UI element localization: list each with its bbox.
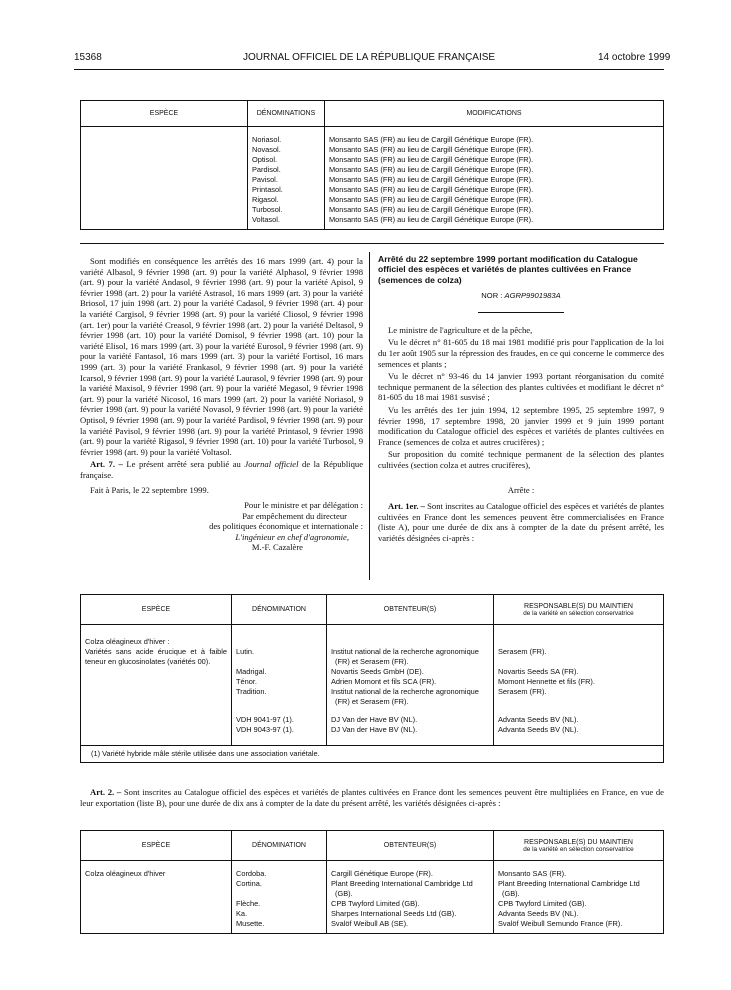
article-1-label: Art. 1er. – bbox=[388, 501, 425, 512]
arrete-heading: Arrête : bbox=[507, 484, 535, 495]
maintainer: Svalöf Weibull Semundo France (FR). bbox=[494, 919, 664, 929]
list-a-header-espece: ESPÈCE bbox=[81, 595, 232, 625]
paragraph-decret-81: Vu le décret n° 81-605 du 18 mai 1981 modifié pris pour l'application de la loi du 1er août 1905 sur la répression des fraudes, en ce qui concerne le commerce des semences et plants ; bbox=[378, 337, 664, 369]
article-7-text-a: Le présent arrêté sera publié au bbox=[126, 459, 241, 470]
spacer-cell bbox=[81, 625, 232, 638]
modification-text: Monsanto SAS (FR) au lieu de Cargill Génétique Europe (FR). bbox=[325, 155, 664, 165]
breeder: Plant Breeding International Cambridge Ltd (GB). bbox=[327, 879, 494, 899]
article-7 bbox=[80, 459, 363, 480]
list-b-header-espece: ESPÈCE bbox=[81, 831, 232, 861]
list-b-table-body bbox=[81, 861, 664, 934]
nor-label: NOR : bbox=[481, 291, 503, 301]
table-row bbox=[81, 707, 664, 725]
article-2-label: Art. 2. – bbox=[90, 787, 122, 797]
variety-name: Musette. bbox=[232, 919, 327, 929]
species-cell bbox=[81, 215, 248, 225]
decree-title: Arrêté du 22 septembre 1999 portant modification du Catalogue officiel des espèces et variétés de plantes cultivées en France (semences de colza) bbox=[378, 254, 638, 285]
list-b-header-responsables-line1: RESPONSABLE(S) DU MAINTIEN bbox=[524, 838, 633, 846]
breeder: Institut national de la recherche agronomique (FR) et Serasem (FR). bbox=[327, 687, 494, 707]
table-row bbox=[81, 899, 664, 909]
left-column bbox=[80, 256, 363, 553]
variety-name: Cordoba. bbox=[232, 869, 327, 879]
maintainer: Plant Breeding International Cambridge Ltd (GB). bbox=[494, 879, 664, 899]
breeder: Adrien Momont et fils SCA (FR). bbox=[327, 677, 494, 687]
spacer-cell bbox=[325, 225, 664, 230]
spacer-cell bbox=[327, 625, 494, 638]
breeder: Svalöf Weibull AB (SE). bbox=[327, 919, 494, 929]
table-row bbox=[81, 725, 664, 735]
spacer-cell bbox=[232, 861, 327, 870]
breeder: Novartis Seeds GmbH (DE). bbox=[327, 667, 494, 677]
spacer-cell bbox=[232, 735, 327, 746]
spacer-cell bbox=[81, 861, 232, 870]
spacer-cell bbox=[494, 929, 664, 934]
modifications-table-body bbox=[81, 127, 664, 230]
variety-name: Ka. bbox=[232, 909, 327, 919]
species-group: Colza oléagineux d'hiver : bbox=[81, 637, 232, 647]
title-rule bbox=[478, 312, 564, 313]
modification-text: Monsanto SAS (FR) au lieu de Cargill Génétique Europe (FR). bbox=[325, 165, 664, 175]
spacer-cell bbox=[327, 929, 494, 934]
paragraph-minister: Le ministre de l'agriculture et de la pêche, bbox=[388, 324, 533, 335]
spacer-cell bbox=[494, 625, 664, 638]
spacer-cell bbox=[248, 127, 325, 136]
table-row bbox=[81, 195, 664, 205]
table-row bbox=[81, 909, 664, 919]
maintainer: Advanta Seeds BV (NL). bbox=[494, 707, 664, 725]
variety-name: Pavisol. bbox=[248, 175, 325, 185]
variety-name: Voltasol. bbox=[248, 215, 325, 225]
maintainer: CPB Twyford Limited (GB). bbox=[494, 899, 664, 909]
article-2-text: Sont inscrites au Catalogue officiel des espèces et variétés de plantes cultivées en France dont les semences peuvent être multipliées en France, en vue de leur exportation (liste B), pour une durée de dix ans à compter de la date du présent arrêté, les variétés désignées ci-après : bbox=[80, 787, 664, 808]
table-row bbox=[81, 155, 664, 165]
right-column bbox=[378, 254, 664, 544]
article-1 bbox=[378, 501, 664, 543]
signature-line-4: L'ingénieur en chef d'agronomie, bbox=[235, 531, 349, 542]
empty-cell bbox=[327, 637, 494, 647]
maintainer: Monsanto SAS (FR). bbox=[494, 869, 664, 879]
journal-title: JOURNAL OFFICIEL DE LA RÉPUBLIQUE FRANÇAISE bbox=[243, 52, 496, 63]
list-a-header-obtenteurs: OBTENTEUR(S) bbox=[327, 595, 494, 625]
variety-name: Pardisol. bbox=[248, 165, 325, 175]
species-cell bbox=[81, 707, 232, 725]
species-cell bbox=[81, 185, 248, 195]
species-subgroup: Variétés sans acide érucique et à faible teneur en glucosinolates (variétés 00). bbox=[81, 647, 232, 707]
done-at: Fait à Paris, le 22 septembre 1999. bbox=[90, 485, 209, 496]
list-b-header-denomination: DÉNOMINATION bbox=[232, 831, 327, 861]
table-row bbox=[81, 215, 664, 225]
paragraph-proposition: Sur proposition du comité technique permanent de la sélection des plantes cultivées (section colza et autres crucifères), bbox=[378, 449, 664, 470]
species-cell bbox=[81, 899, 232, 909]
spacer-cell bbox=[81, 127, 248, 136]
modification-text: Monsanto SAS (FR) au lieu de Cargill Génétique Europe (FR). bbox=[325, 215, 664, 225]
breeder: Institut national de la recherche agronomique (FR) et Serasem (FR). bbox=[327, 647, 494, 667]
species-cell bbox=[81, 165, 248, 175]
species-cell bbox=[81, 155, 248, 165]
species-cell bbox=[81, 205, 248, 215]
variety-name: VDH 9043-97 (1). bbox=[232, 725, 327, 735]
table-row bbox=[81, 647, 664, 667]
variety-name: Turbosol. bbox=[248, 205, 325, 215]
column-divider bbox=[369, 252, 370, 580]
list-a-header-responsables-line1: RESPONSABLE(S) DU MAINTIEN bbox=[524, 602, 633, 610]
modification-text: Monsanto SAS (FR) au lieu de Cargill Génétique Europe (FR). bbox=[325, 175, 664, 185]
list-a-table-body bbox=[81, 625, 664, 746]
empty-cell bbox=[494, 637, 664, 647]
paragraph-arretes: Vu les arrêtés des 1er juin 1994, 12 septembre 1995, 25 septembre 1997, 9 février 1998, 17 septembre 1998, 20 janvier 1999 et 9 juin 1999 portant modification du Catalogue officiel des espèces et variétés de plantes cultivées en France (semences de colza et autres crucifères) ; bbox=[378, 404, 664, 447]
header-rule bbox=[74, 69, 664, 70]
list-b-header-obtenteurs: OBTENTEUR(S) bbox=[327, 831, 494, 861]
section-rule bbox=[80, 243, 664, 244]
signature-name: M.-F. Cazalère bbox=[251, 542, 303, 553]
list-a-table bbox=[80, 594, 664, 763]
list-b-header-responsables-line2: de la variété en sélection conservatrice bbox=[523, 845, 634, 853]
modification-text: Monsanto SAS (FR) au lieu de Cargill Génétique Europe (FR). bbox=[325, 205, 664, 215]
signature-line-2: Par empêchement du directeur bbox=[242, 510, 347, 521]
species-cell bbox=[81, 909, 232, 919]
table-row bbox=[81, 145, 664, 155]
species-cell bbox=[81, 175, 248, 185]
variety-name: Optisol. bbox=[248, 155, 325, 165]
list-a-header-responsables bbox=[494, 595, 664, 625]
variety-name: Tradition. bbox=[232, 687, 327, 707]
spacer-cell bbox=[81, 225, 248, 230]
species-cell bbox=[81, 879, 232, 899]
spacer-cell bbox=[232, 929, 327, 934]
modifies-paragraph: Sont modifiés en conséquence les arrêtés des 16 mars 1999 (art. 4) pour la variété Albasol, 9 février 1998 (art. 9) pour la variété Alphasol, 9 février 1998 (art. 9) pour la variété Andasol, 9 février 1998 (art. 9) pour la variété Apisol, 9 février 1998 (art. 2) pour la variété Astrasol, 16 mars 1999 (art. 3) pour la variété Briosol, 17 juin 1998 (art. 2) pour la variété Cadasol, 9 février 1998 (art. 4) pour la variété Cargisol, 9 février 1998 (art. 9) pour la variété Cliosol, 9 février 1998 (art. 1er) pour la variété Creasol, 9 février 1998 (art. 2) pour la variété Deltasol, 9 février 1998 (art. 10) pour la variété Domisol, 9 février 1998 (art. 10) pour la variété Elisol, 16 mars 1999 (art. 3) pour la variété Eurosol, 9 février 1998 (art. 9) pour la variété Fantasol, 16 mars 1999 (art. 3) pour la variété Fortisol, 16 mars 1999 (art. 3) pour la variété Frankasol, 9 février 1998 (art. 9) pour la variété Icarsol, 9 février 1998 (art. 9) pour la variété Laurasol, 9 février 1998 (art. 9) pour la variété Maxisol, 9 février 1998 (art. 9) pour la variété Megasol, 9 février 1998 (art. 9) pour la variété Nicosol, 16 mars 1999 (art. 2) pour la variété Noriasol, 9 février 1998 (art. 9) pour la variété Novasol, 9 février 1998 (art. 9) pour la variété Optisol, 9 février 1998 (art. 9) pour la variété Pardisol, 9 février 1998 (art. 9) pour la variété Pavisol, 9 février 1998 (art. 9) pour la variété Printasol, 9 février 1998 (art. 9) pour la variété Rigasol, 9 février 1998 (art. 10) pour la variété Turbosol, 9 février 1998 (art. 9) pour la variété Voltasol. bbox=[80, 256, 363, 457]
spacer-cell bbox=[248, 225, 325, 230]
maintainer: Serasem (FR). bbox=[494, 647, 664, 667]
breeder: CPB Twyford Limited (GB). bbox=[327, 899, 494, 909]
signature-line-1: Pour le ministre et par délégation : bbox=[244, 500, 363, 511]
spacer-cell bbox=[325, 127, 664, 136]
species-cell bbox=[81, 725, 232, 735]
spacer-cell bbox=[81, 735, 232, 746]
variety-name: Cortina. bbox=[232, 879, 327, 899]
col-header-denominations: DÉNOMINATIONS bbox=[248, 101, 325, 127]
list-a-footnote: (1) Variété hybride mâle stérile utilisée dans une association variétale. bbox=[81, 746, 664, 763]
article-7-journal: Journal officiel bbox=[244, 459, 299, 470]
variety-name: Ténor. bbox=[232, 677, 327, 687]
variety-name: Lutin. bbox=[232, 647, 327, 667]
list-b-table bbox=[80, 830, 664, 934]
spacer-cell bbox=[81, 929, 232, 934]
paragraph-decret-93: Vu le décret n° 93-46 du 14 janvier 1993 portant réorganisation du comité technique permanent de la sélection des plantes cultivées et modifiant le décret n° 81-605 du 18 mai 1981 susvisé ; bbox=[378, 371, 664, 403]
list-b-header-responsables bbox=[494, 831, 664, 861]
nor-value: AGRP9901983A bbox=[504, 291, 561, 301]
maintainer: Novartis Seeds SA (FR). bbox=[494, 667, 664, 677]
maintainer: Advanta Seeds BV (NL). bbox=[494, 909, 664, 919]
variety-name: Rigasol. bbox=[248, 195, 325, 205]
modification-text: Monsanto SAS (FR) au lieu de Cargill Génétique Europe (FR). bbox=[325, 195, 664, 205]
issue-date: 14 octobre 1999 bbox=[598, 52, 671, 63]
spacer-cell bbox=[327, 735, 494, 746]
modifications-table bbox=[80, 100, 664, 230]
page-number: 15368 bbox=[74, 52, 102, 63]
species-cell bbox=[81, 135, 248, 145]
maintainer: Advanta Seeds BV (NL). bbox=[494, 725, 664, 735]
species-cell bbox=[81, 195, 248, 205]
article-7-text-b: de la République française. bbox=[80, 459, 364, 480]
variety-name: Madrigal. bbox=[232, 667, 327, 677]
variety-name: Flèche. bbox=[232, 899, 327, 909]
table-row bbox=[81, 135, 664, 145]
table-row bbox=[81, 869, 664, 879]
list-a-header-denomination: DÉNOMINATION bbox=[232, 595, 327, 625]
table-row bbox=[81, 205, 664, 215]
modification-text: Monsanto SAS (FR) au lieu de Cargill Génétique Europe (FR). bbox=[325, 185, 664, 195]
empty-cell bbox=[232, 637, 327, 647]
breeder: Sharpes International Seeds Ltd (GB). bbox=[327, 909, 494, 919]
signature-line-3: des politiques économique et internationale : bbox=[209, 521, 363, 532]
nor-reference bbox=[378, 291, 664, 302]
species-cell bbox=[81, 145, 248, 155]
modification-text: Monsanto SAS (FR) au lieu de Cargill Génétique Europe (FR). bbox=[325, 145, 664, 155]
breeder: DJ Van der Have BV (NL). bbox=[327, 707, 494, 725]
table-row bbox=[81, 185, 664, 195]
variety-name: Noriasol. bbox=[248, 135, 325, 145]
table-row bbox=[81, 879, 664, 899]
col-header-modifications: MODIFICATIONS bbox=[325, 101, 664, 127]
article-2 bbox=[80, 787, 664, 808]
modification-text: Monsanto SAS (FR) au lieu de Cargill Génétique Europe (FR). bbox=[325, 135, 664, 145]
list-a-header-responsables-line2: de la variété en sélection conservatrice bbox=[523, 609, 634, 617]
breeder: DJ Van der Have BV (NL). bbox=[327, 725, 494, 735]
spacer-cell bbox=[494, 861, 664, 870]
spacer-cell bbox=[327, 861, 494, 870]
article-1-text: Sont inscrites au Catalogue officiel des espèces et variétés de plantes cultivées en France dont les semences peuvent être commercialisées en France (liste A), pour une durée de dix ans à compter de la date du présent arrêté, les variétés désignées ci-après : bbox=[378, 501, 664, 543]
variety-name: VDH 9041-97 (1). bbox=[232, 707, 327, 725]
maintainer: Momont Hennette et fils (FR). bbox=[494, 677, 664, 687]
article-7-label: Art. 7. – bbox=[90, 459, 123, 470]
col-header-espece: ESPÈCE bbox=[81, 101, 248, 127]
breeder: Cargill Génétique Europe (FR). bbox=[327, 869, 494, 879]
variety-name: Novasol. bbox=[248, 145, 325, 155]
spacer-cell bbox=[232, 625, 327, 638]
species-cell bbox=[81, 919, 232, 929]
spacer-cell bbox=[494, 735, 664, 746]
maintainer: Serasem (FR). bbox=[494, 687, 664, 707]
variety-name: Printasol. bbox=[248, 185, 325, 195]
table-row bbox=[81, 175, 664, 185]
table-row bbox=[81, 919, 664, 929]
species-name: Colza oléagineux d'hiver bbox=[81, 869, 232, 879]
table-row bbox=[81, 165, 664, 175]
